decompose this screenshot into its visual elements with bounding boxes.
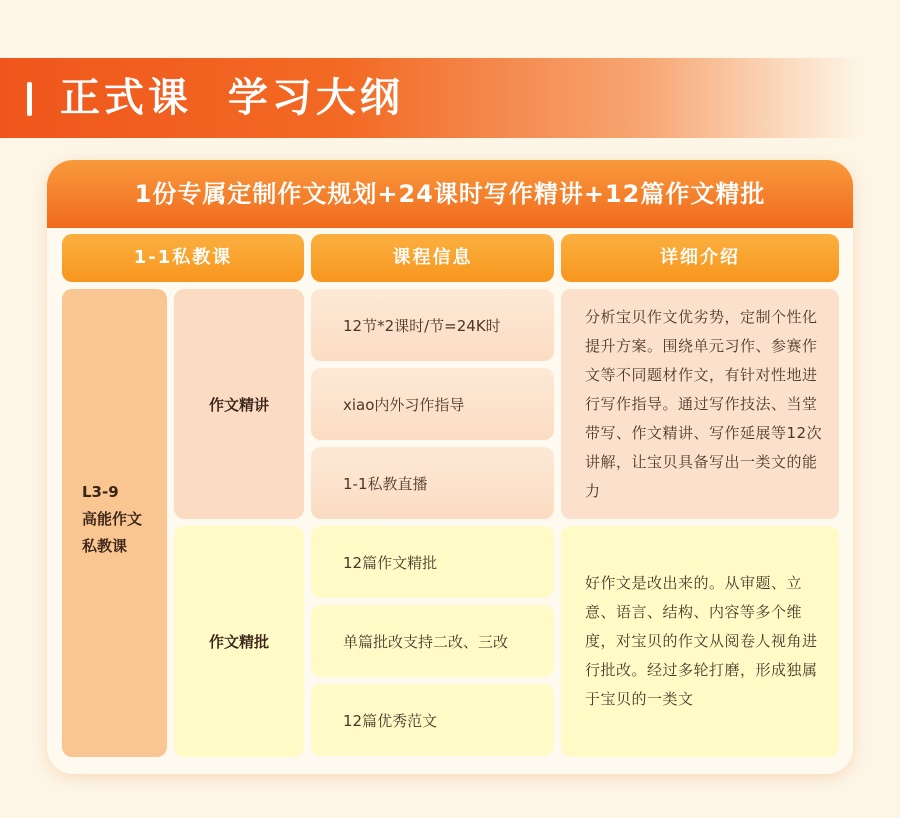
syllabus-card — [47, 160, 853, 774]
info-item-label: 12篇作文精批 — [343, 553, 438, 572]
card-header: 1份专属定制作文规划+24课时写作精讲+12篇作文精批 — [47, 160, 853, 228]
column-header-course: 1-1私教课 — [62, 234, 304, 282]
level-type: 私教课 — [82, 537, 128, 555]
info-item-label: xiao内外习作指导 — [343, 395, 465, 414]
section-writing-lessons — [174, 289, 304, 519]
info-item-label: 12节*2课时/节=24K时 — [343, 316, 501, 335]
detail-text: 分析宝贝作文优劣势，定制个性化提升方案。围绕单元习作、参赛作文等不同题材作文，有针对性地进行写作指导。通过写作技法、当堂带写、作文精讲、写作延展等12次讲解，让宝贝具备写出一类文的能力 — [585, 307, 823, 500]
detail-text: 好作文是改出来的。从审题、立意、语言、结构、内容等多个维度，对宝贝的作文从阅卷人视角进行批改。经过多轮打磨，形成独属于宝贝的一类文 — [585, 574, 818, 708]
detail-writing-lessons — [561, 289, 839, 519]
title-banner — [0, 58, 860, 138]
level-code: L3-9 — [82, 483, 119, 501]
section-essay-review — [174, 526, 304, 757]
info-item — [311, 368, 554, 440]
info-item — [311, 289, 554, 361]
column-header-detail: 详细介绍 — [561, 234, 839, 282]
detail-essay-review — [561, 526, 839, 757]
title-accent-bar — [27, 82, 32, 116]
page-title: 正式课 学习大纲 — [60, 75, 404, 121]
info-item-label: 单篇批改支持二改、三改 — [343, 632, 509, 651]
info-item-label: 12篇优秀范文 — [343, 711, 438, 730]
column-header-info: 课程信息 — [311, 234, 554, 282]
section-label: 作文精批 — [208, 633, 269, 651]
section-label: 作文精讲 — [208, 395, 269, 414]
level-cell — [62, 289, 167, 757]
info-item — [311, 447, 554, 519]
info-item — [311, 526, 554, 598]
info-item-label: 1-1私教直播 — [343, 474, 428, 493]
level-name: 高能作文 — [82, 510, 143, 528]
info-item — [311, 684, 554, 756]
info-item — [311, 605, 554, 677]
